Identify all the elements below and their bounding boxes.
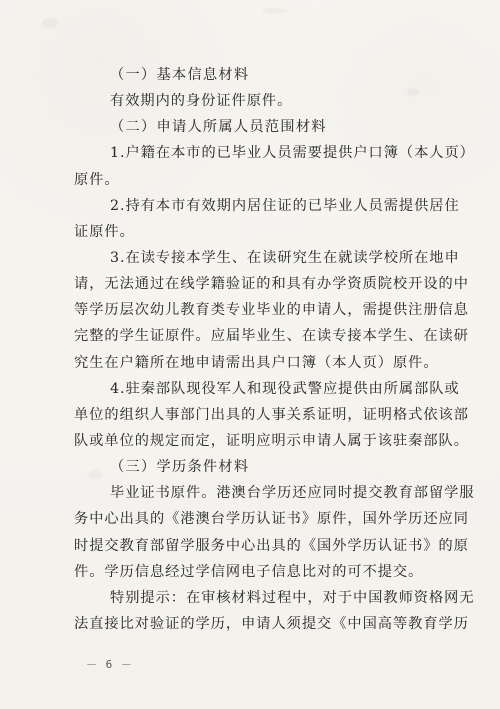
paragraph-line: 请，无法通过在线学籍验证的和具有办学资质院校开设的中 xyxy=(74,276,469,293)
paragraph-line: 单位的组织人事部门出具的人事关系证明，证明格式依该部 xyxy=(74,406,469,423)
paragraph-line: 证原件。 xyxy=(74,223,135,240)
paragraph-line: 务中心出具的《港澳台学历认证书》原件，国外学历还应同 xyxy=(74,511,469,528)
section-heading-applicant-scope: （二）申请人所属人员范围材料 xyxy=(110,119,327,136)
paragraph-line: 1.户籍在本市的已毕业人员需要提供户口簿（本人页） xyxy=(110,145,475,162)
paragraph-line: 4.驻秦部队现役军人和现役武警应提供由所属部队或 xyxy=(110,380,460,397)
paragraph-line: 原件。 xyxy=(74,171,120,188)
section-heading-basic-info: （一）基本信息材料 xyxy=(110,67,250,83)
section-heading-education: （三）学历条件材料 xyxy=(110,459,250,476)
paper-speck xyxy=(407,88,419,96)
paragraph-line: 时提交教育部留学服务中心出具的《国外学历认证书》的原 xyxy=(74,537,469,554)
paragraph-line: 究生在户籍所在地申请需出具户口簿（本人页）原件。 xyxy=(74,354,439,371)
paragraph-line: 等学历层次幼儿教育类专业毕业的申请人，需提供注册信息 xyxy=(74,302,469,319)
paragraph-line: 2.持有本市有效期内居住证的已毕业人员需提供居住 xyxy=(110,197,460,214)
paragraph-line: 毕业证书原件。港澳台学历还应同时提交教育部留学服 xyxy=(110,485,475,502)
paragraph-line: 特别提示：在审核材料过程中，对于中国教师资格网无 xyxy=(110,589,475,606)
paper-speck xyxy=(262,8,288,14)
paper-speck xyxy=(42,18,58,28)
paragraph-line: 完整的学生证原件。应届毕业生、在读专接本学生、在读研 xyxy=(74,328,469,345)
paragraph-line: 法直接比对验证的学历，申请人须提交《中国高等教育学历 xyxy=(74,616,469,632)
paragraph-line: 队或单位的规定而定，证明应明示申请人属于该驻秦部队。 xyxy=(74,433,469,449)
paper-speck xyxy=(88,470,102,479)
page-number: － 6 － xyxy=(86,658,133,671)
paragraph-line: 有效期内的身份证件原件。 xyxy=(110,93,293,110)
paragraph-line: 3.在读专接本学生、在读研究生在就读学校所在地申 xyxy=(110,250,460,266)
paragraph-line: 件。学历信息经过学信网电子信息比对的可不提交。 xyxy=(74,563,424,580)
